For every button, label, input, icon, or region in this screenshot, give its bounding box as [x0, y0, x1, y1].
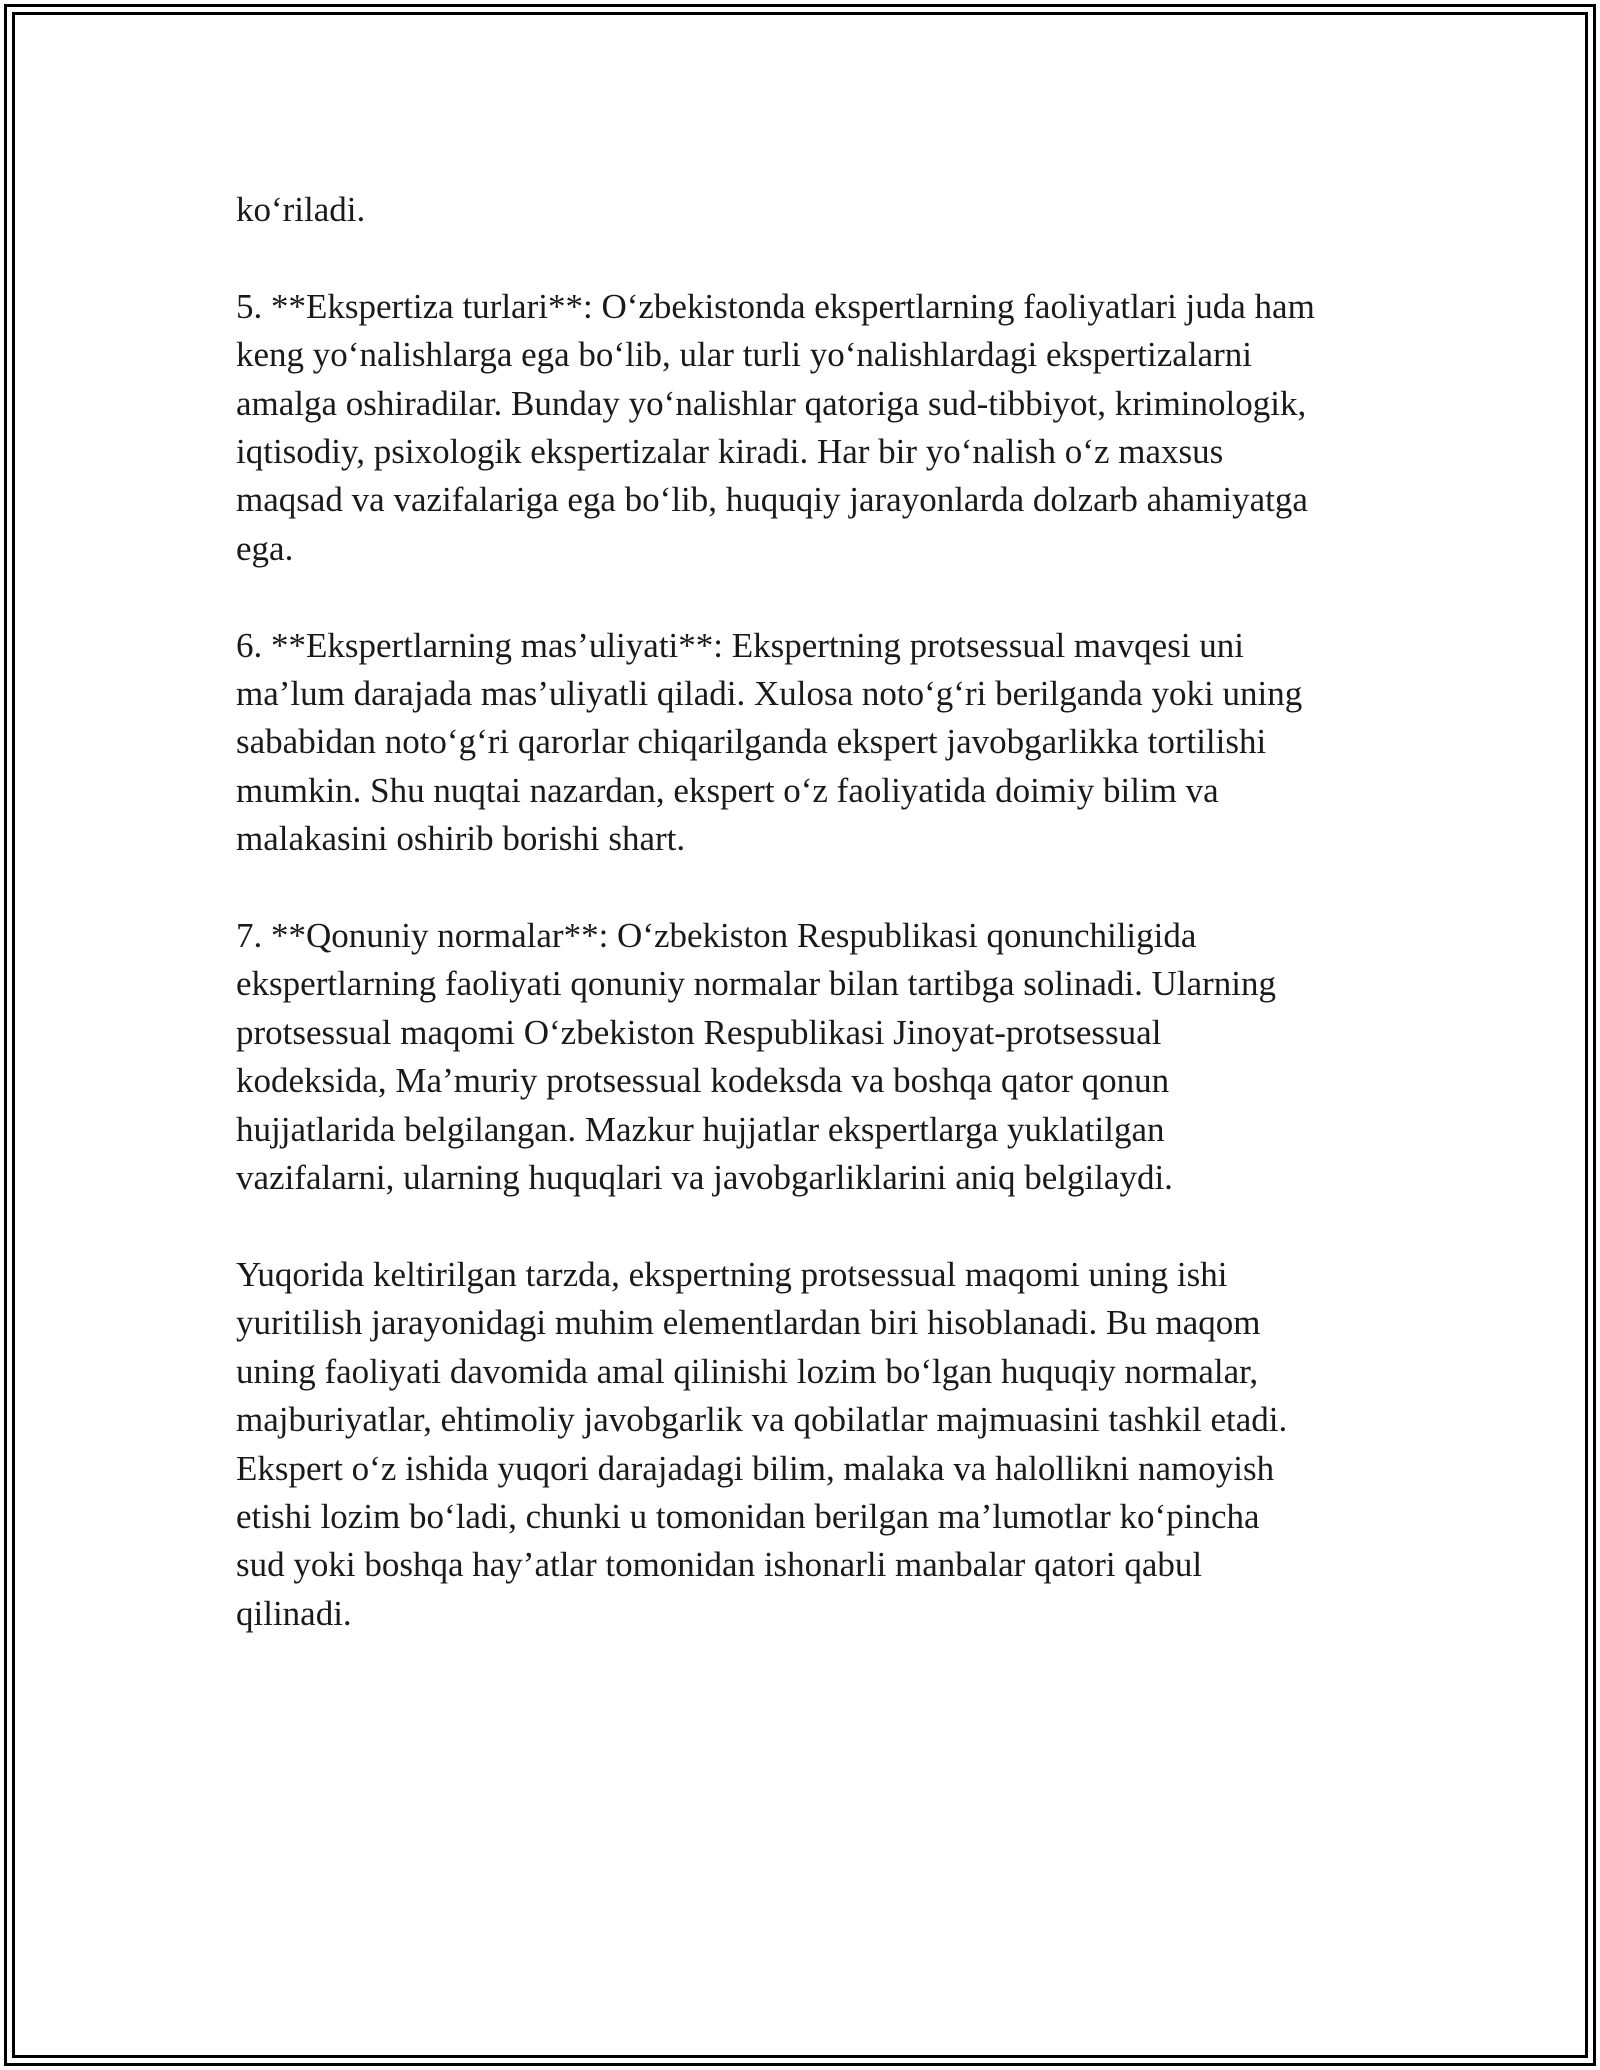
paragraph-ekspertiza-turlari: 5. **Ekspertiza turlari**: O‘zbekistonda ekspertlarning faoliyatlari juda ham keng yo‘nalishlarga ega bo‘lib, ular turli yo‘nalishlardagi ekspertizalarni amalga oshiradilar. Bunday yo‘nalishlar qatoriga sud-tibbiyot, kriminologik, iqtisodiy, psixologik ekspertizalar kiradi. Har bir yo‘nalish o‘z maxsus maqsad va vazifalariga ega bo‘lib, huquqiy jarayonlarda dolzarb ahamiyatga ega. — [236, 286, 1315, 568]
document-body — [236, 186, 1376, 1638]
paragraph-qonuniy-normalar: 7. **Qonuniy normalar**: O‘zbekiston Respublikasi qonunchiligida ekspertlarning faoliyati qonuniy normalar bilan tartibga solinadi. Ularning protsessual maqomi O‘zbekiston Respublikasi Jinoyat-protsessual kodeksida, Ma’muriy protsessual kodeksda va boshqa qator qonun hujjatlarida belgilangan. Mazkur hujjatlar ekspertlarga yuklatilgan vazifalarni, ularning huquqlari va javobgarliklarini aniq belgilaydi. — [236, 916, 1277, 1198]
paragraph-ekspertlarning-masuliyati: 6. **Ekspertlarning mas’uliyati**: Ekspertning protsessual mavqesi uni ma’lum darajada mas’uliyatli qiladi. Xulosa noto‘g‘ri berilganda yoki uning sababidan noto‘g‘ri qarorlar chiqarilganda ekspert javobgarlikka tortilishi mumkin. Shu nuqtai nazardan, ekspert o‘z faoliyatida doimiy bilim va malakasini oshirib borishi shart. — [236, 625, 1303, 859]
paragraph-conclusion: Yuqorida keltirilgan tarzda, ekspertning protsessual maqomi uning ishi yuritilish jarayonidagi muhim elementlardan biri hisoblanadi. Bu maqom uning faoliyati davomida amal qilinishi lozim bo‘lgan huquqiy normalar, majburiyatlar, ehtimoliy javobgarlik va qobilatlar majmuasini tashkil etadi. Ekspert o‘z ishida yuqori darajadagi bilim, malaka va halollikni namoyish etishi lozim bo‘ladi, chunki u tomonidan berilgan ma’lumotlar ko‘pincha sud yoki boshqa hay’atlar tomonidan ishonarli manbalar qatori qabul qilinadi. — [236, 1254, 1288, 1633]
paragraph-continuation: ko‘riladi. — [236, 190, 366, 229]
